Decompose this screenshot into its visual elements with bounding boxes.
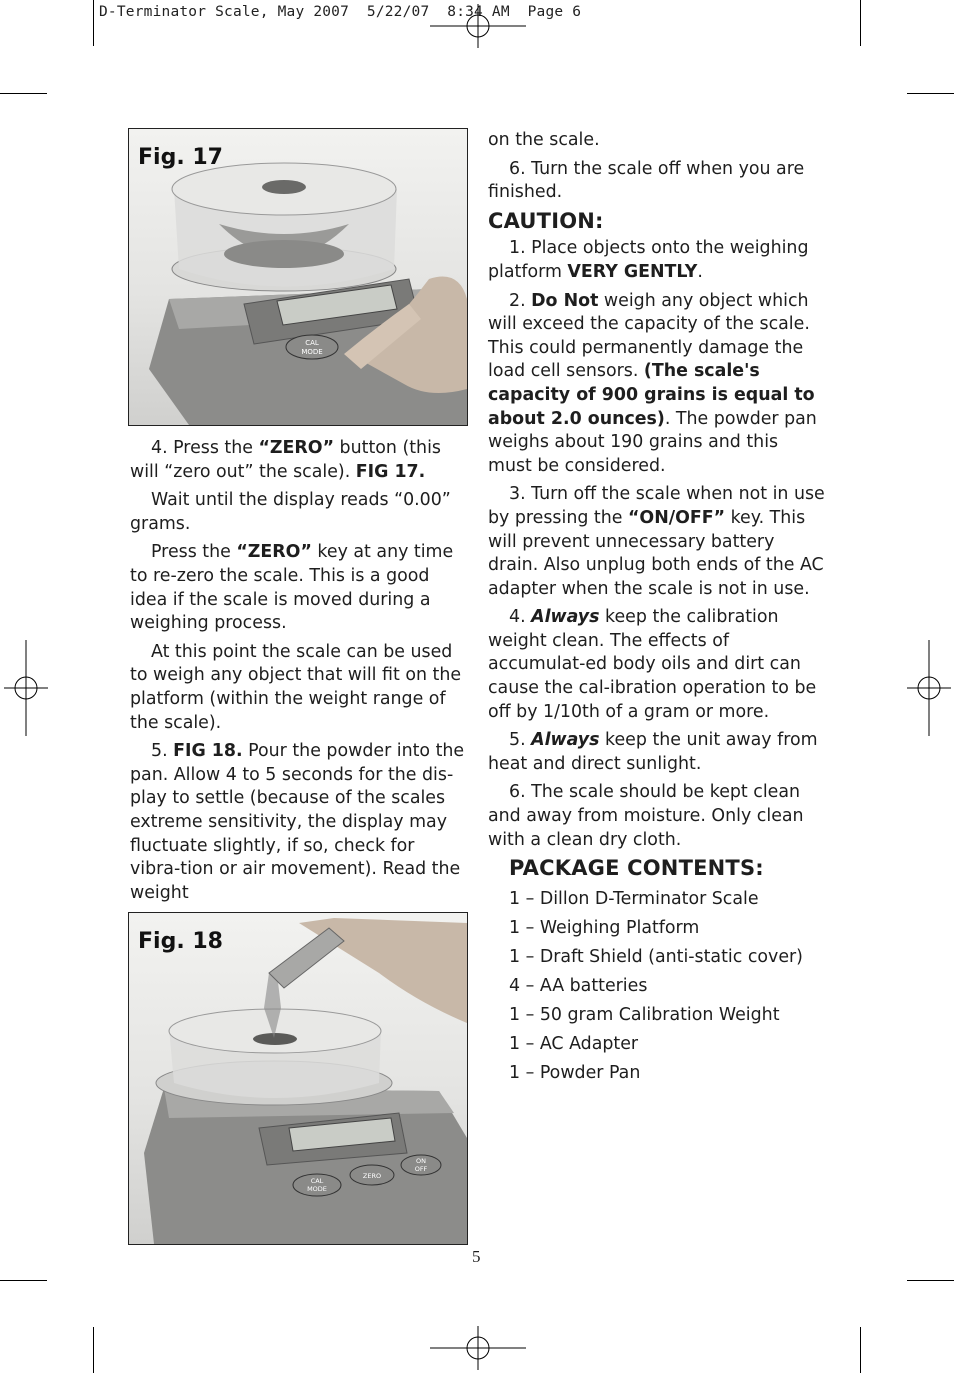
- package-contents-list: [488, 885, 826, 1088]
- bold-text: FIG 17.: [355, 461, 426, 482]
- bold-text: Do Not: [531, 290, 599, 311]
- page-number: 5: [472, 1247, 481, 1266]
- caution-item: [488, 237, 826, 284]
- text-run: key at any time to re-zero the scale. This is a good idea if the scale is moved during a weighing process.: [130, 542, 454, 634]
- mode-button-label: MODE: [307, 1185, 327, 1193]
- scale-illustration-icon: [129, 129, 467, 425]
- paragraph: [130, 541, 466, 635]
- bold-text: VERY GENTLY: [567, 261, 698, 282]
- paragraph-continuation: on the scale.: [488, 130, 600, 150]
- crop-mark: [860, 0, 861, 46]
- crop-mark: [0, 93, 47, 94]
- bold-italic-text: Always: [531, 730, 600, 751]
- bold-text: “ON/OFF”: [627, 507, 726, 528]
- list-item: 1 – AC Adapter: [509, 1033, 639, 1054]
- bold-text: “ZERO”: [258, 438, 335, 458]
- text-run: Press the: [151, 542, 237, 563]
- bold-text: “ZERO”: [236, 542, 312, 563]
- list-item: 1 – Dillon D-Terminator Scale: [509, 888, 759, 909]
- text-run: .: [697, 261, 703, 282]
- list-item: 1 – 50 gram Calibration Weight: [509, 1004, 780, 1025]
- list-item: 4 – AA batteries: [509, 975, 648, 996]
- registration-mark-icon: [907, 640, 951, 736]
- text-run: 5.: [509, 730, 532, 751]
- text-run: key. This will prevent unnecessary battery drain. Also unplug both ends of the AC adapter when the scale is not in use.: [488, 507, 824, 599]
- crop-mark: [860, 1327, 861, 1373]
- bold-text: FIG 18.: [173, 741, 243, 762]
- print-slug-header: D-Terminator Scale, May 2007 5/22/07 8:34 AM Page 6: [99, 4, 582, 20]
- package-contents-heading: PACKAGE CONTENTS:: [509, 856, 764, 881]
- paragraph: [130, 740, 466, 905]
- figure-18-photo: [128, 912, 468, 1245]
- text-run: Pour the powder into the pan. Allow 4 to 5 seconds for the dis-play to settle (because of the scales extreme sensitivity, the display may fluctuate slightly, if so, check for vibra-tion or air movement). Read the weight: [130, 741, 465, 903]
- text-run: 2.: [509, 290, 532, 311]
- registration-mark-icon: [430, 1326, 526, 1370]
- list-item: 1 – Powder Pan: [509, 1062, 641, 1083]
- caution-item: [488, 729, 826, 776]
- bold-text: (The scale's capacity of 900 grains is equal to about 2.0 ounces): [488, 361, 815, 429]
- mode-button-label: MODE: [301, 348, 323, 356]
- crop-mark: [93, 1327, 94, 1373]
- cal-button-label: CAL: [310, 1177, 324, 1185]
- paragraph: At this point the scale can be used to weigh any object that will fit on the platform (within the weight range of the scale).: [130, 641, 462, 733]
- text-run: 4. Press the: [151, 438, 259, 458]
- paragraph: Wait until the display reads “0.00” grams.: [130, 490, 451, 534]
- caution-item: [488, 606, 826, 724]
- bold-italic-text: Always: [531, 607, 600, 628]
- registration-mark-icon: [4, 640, 48, 736]
- text-run: button (this will “zero out” the scale).: [130, 438, 441, 482]
- list-item: 1 – Draft Shield (anti-static cover): [509, 946, 803, 967]
- crop-mark: [907, 1280, 954, 1281]
- figure-label: Fig. 18: [138, 929, 223, 954]
- on-button-label: ON: [416, 1157, 426, 1165]
- text-run: keep the calibration weight clean. The effects of accumulat-ed body oils and dirt can cause the cal-ibration operation to be off by 1/10th of a gram or more.: [488, 607, 817, 722]
- scale-illustration-icon: [129, 913, 467, 1244]
- text-run: . The powder pan weighs about 190 grains and this must be considered.: [488, 408, 817, 476]
- crop-mark: [93, 0, 94, 46]
- off-button-label: OFF: [414, 1165, 428, 1173]
- figure-label: Fig. 17: [138, 145, 223, 170]
- caution-heading: CAUTION:: [488, 208, 604, 233]
- text-run: weigh any object which will exceed the capacity of the scale. This could permanently damage the load cell sensors.: [488, 290, 810, 382]
- caution-item: [488, 290, 826, 479]
- text-run: keep the unit away from heat and direct sunlight.: [488, 730, 818, 774]
- list-item: 1 – Weighing Platform: [509, 917, 700, 938]
- figure-17-photo: [128, 128, 468, 426]
- left-text-column: [130, 437, 466, 910]
- cal-button-label: CAL: [305, 339, 319, 347]
- caution-item: 6. The scale should be kept clean and away from moisture. Only clean with a clean dry cloth.: [488, 782, 804, 850]
- caution-item: [488, 483, 826, 601]
- right-text-column: [488, 129, 826, 1088]
- crop-mark: [0, 1280, 47, 1281]
- text-run: 5.: [151, 741, 174, 762]
- text-run: 3. Turn off the scale when not in use by pressing the: [488, 484, 825, 528]
- text-run: 1. Place objects onto the weighing platform: [488, 238, 809, 282]
- text-run: 4.: [509, 607, 532, 628]
- paragraph: [130, 437, 466, 484]
- crop-mark: [907, 93, 954, 94]
- registration-mark-icon: [430, 4, 526, 48]
- paragraph: 6. Turn the scale off when you are finished.: [488, 158, 805, 203]
- zero-button-label: ZERO: [362, 1172, 382, 1180]
